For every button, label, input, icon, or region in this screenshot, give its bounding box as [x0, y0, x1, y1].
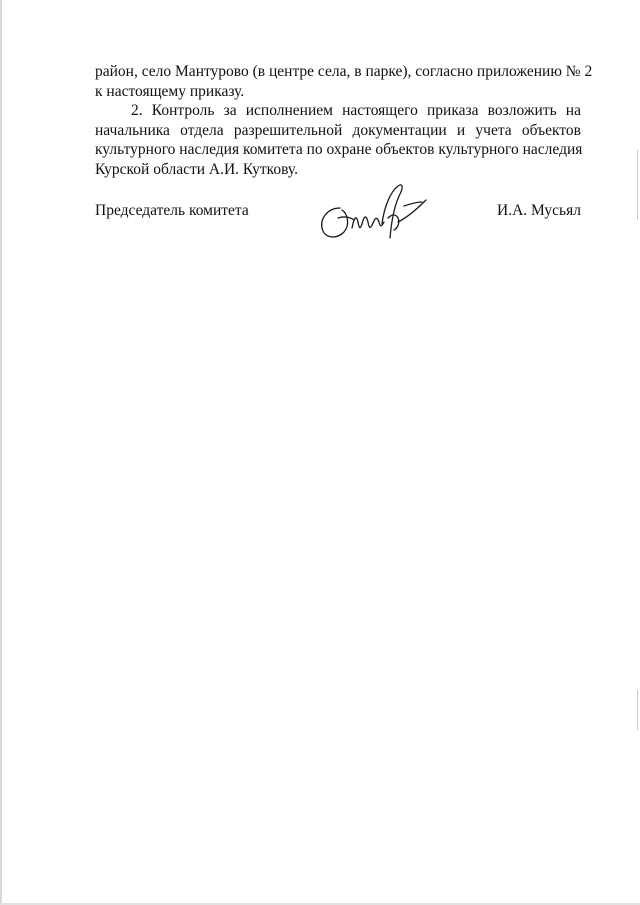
scan-edge-right-mark: [637, 690, 638, 730]
text-line: 2. Контроль за исполнением настоящего приказа возложить на: [131, 102, 581, 119]
paragraph-control-clause: [95, 101, 581, 179]
text-line: район, село Мантурово (в центре села, в парке), согласно приложению № 2: [95, 63, 593, 80]
handwritten-signature-icon: [318, 178, 430, 250]
text-line: начальника отдела разрешительной документации и учета объектов: [95, 121, 581, 139]
paragraph-continuation: [95, 62, 593, 101]
body-text: [95, 62, 593, 179]
scan-edge-left: [0, 0, 2, 905]
scan-edge-right-mark: [637, 150, 638, 220]
signatory-title: Председатель комитета: [95, 202, 249, 219]
text-line: к настоящему приказу.: [95, 82, 245, 100]
signatory-name: И.А. Мусьял: [497, 202, 581, 219]
text-line: Курской области А.И. Куткову.: [95, 160, 298, 178]
text-line: культурного наследия комитета по охране объектов культурного наследия: [95, 141, 583, 158]
